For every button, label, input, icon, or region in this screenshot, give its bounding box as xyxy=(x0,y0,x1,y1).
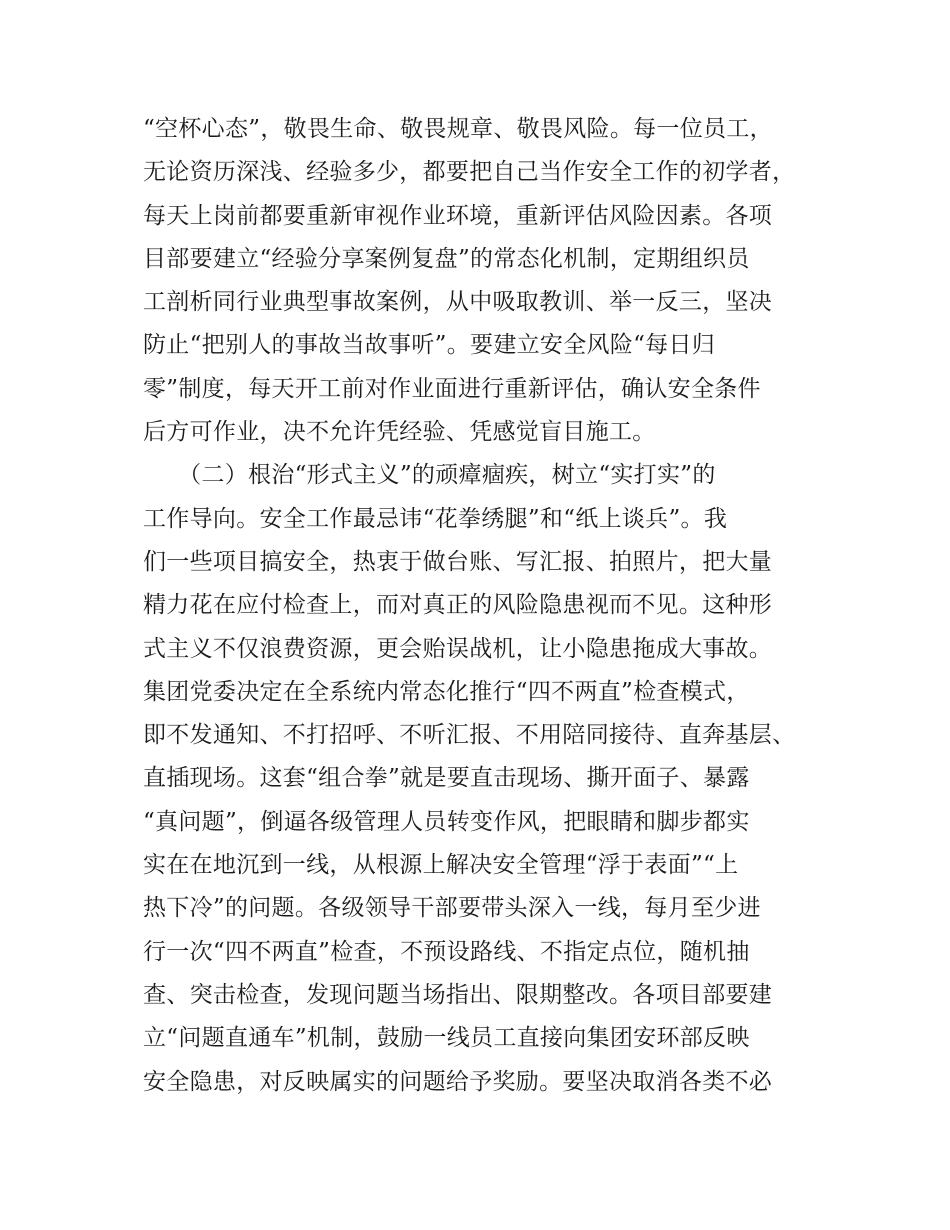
paragraph-1 xyxy=(143,108,823,454)
document-body xyxy=(143,108,823,1104)
text-line: 查、突击检查，发现问题当场指出、限期整改。各项目部要建 xyxy=(143,981,773,1008)
text-line: 零”制度，每天开工前对作业面进行重新评估，确认安全条件 xyxy=(143,375,761,402)
text-line: 立“问题直通车”机制，鼓励一线员工直接向集团安环部反映 xyxy=(143,1025,750,1052)
text-line: 行一次“四不两直”检查，不预设路线、不指定点位，随机抽 xyxy=(143,938,750,965)
text-line: 目部要建立“经验分享案例复盘”的常态化机制，定期组织员 xyxy=(143,245,750,272)
text-line: （二）根治“形式主义”的顽瘴痼疾，树立“实打实”的 xyxy=(143,462,716,489)
text-line: 后方可作业，决不允许凭经验、凭感觉盲目施工。 xyxy=(143,419,656,446)
text-line: 安全隐患，对反映属实的问题给予奖励。要坚决取消各类不必 xyxy=(143,1068,773,1095)
text-line: 防止“把别人的事故当故事听”。要建立安全风险“每日归 xyxy=(143,332,716,359)
text-line: 实在在地沉到一线，从根源上解决安全管理“浮于表面”“上 xyxy=(143,852,739,879)
text-line: 式主义不仅浪费资源，更会贻误战机，让小隐患拖成大事故。 xyxy=(143,635,773,662)
text-line: 每天上岗前都要重新审视作业环境，重新评估风险因素。各项 xyxy=(143,202,773,229)
text-line: 即不发通知、不打招呼、不听汇报、不用陪同接待、直奔基层、 xyxy=(143,722,796,749)
text-line: 直插现场。这套“组合拳”就是要直击现场、撕开面子、暴露 xyxy=(143,765,750,792)
text-line: 工剖析同行业典型事故案例，从中吸取教训、举一反三，坚决 xyxy=(143,289,773,316)
text-line: 们一些项目搞安全，热衷于做台账、写汇报、拍照片，把大量 xyxy=(143,548,773,575)
text-line: 无论资历深浅、经验多少，都要把自己当作安全工作的初学者， xyxy=(143,159,796,186)
text-line: 精力花在应付检查上，而对真正的风险隐患视而不见。这种形 xyxy=(143,592,773,619)
text-line: “空杯心态”，敬畏生命、敬畏规章、敬畏风险。每一位员工， xyxy=(143,116,773,142)
text-line: “真问题”，倒逼各级管理人员转变作风，把眼睛和脚步都实 xyxy=(143,808,750,835)
text-line: 工作导向。安全工作最忌讳“花拳绣腿”和“纸上谈兵”。我 xyxy=(143,505,728,532)
paragraph-2 xyxy=(143,454,823,1103)
text-line: 集团党委决定在全系统内常态化推行“四不两直”检查模式， xyxy=(143,678,750,705)
text-line: 热下冷”的问题。各级领导干部要带头深入一线，每月至少进 xyxy=(143,895,761,922)
